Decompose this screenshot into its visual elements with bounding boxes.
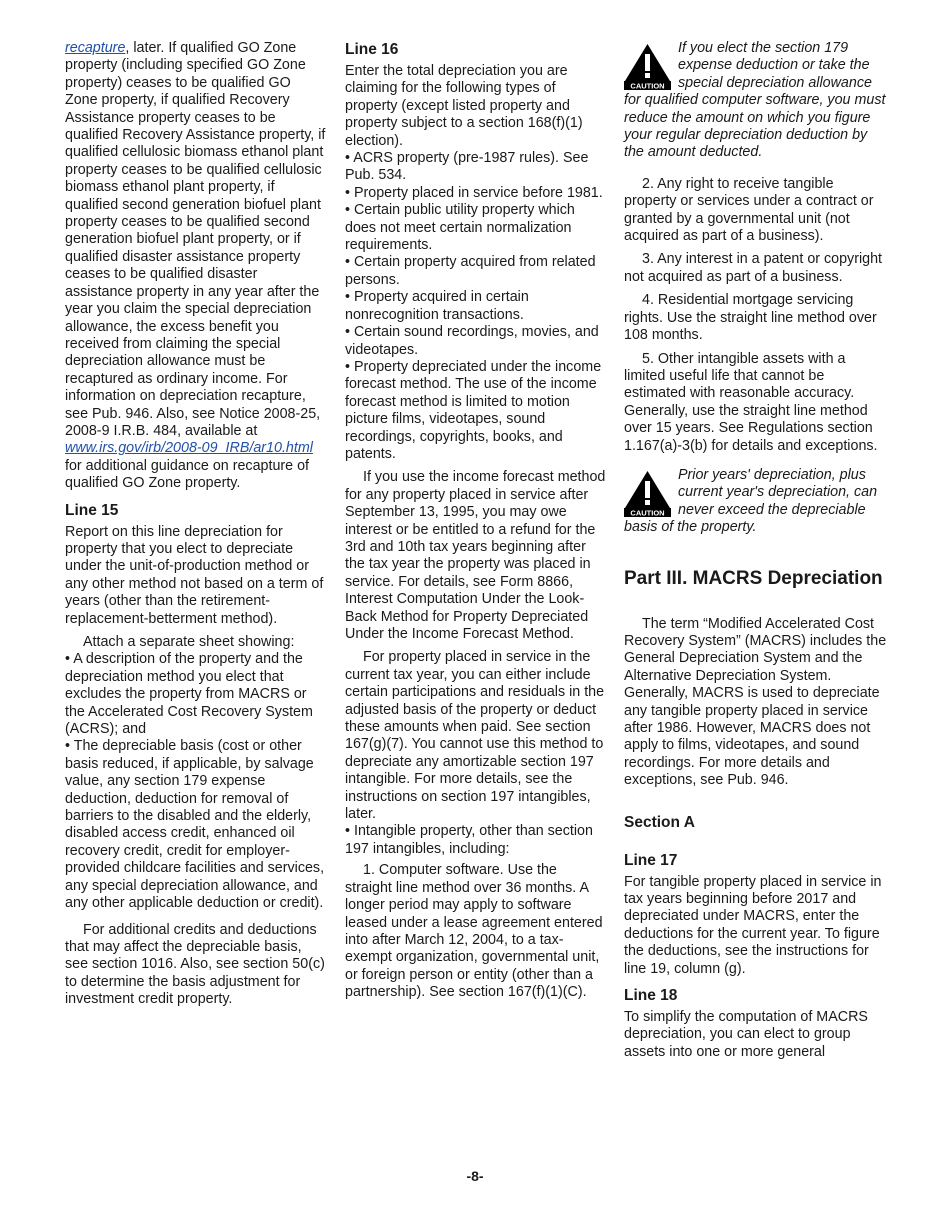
line-18-text: To simplify the computation of MACRS depreciation, you can elect to group assets into one or more general	[624, 1009, 868, 1060]
list-item: • Property depreciated under the income forecast method. The use of the income forecast method is limited to motion picture films, videotapes, sound recordings, copyrights, books, and patents.	[345, 358, 602, 462]
attach-intro: Attach a separate sheet showing:	[83, 634, 295, 650]
current-year-paragraph: For property placed in service in the current tax year, you can either include certain participations and residuals in the adjusted basis of the property or deduct these amounts when paid. See section 167(g)(7). You cannot use this method to depreciate any amortizable section 197 intangible. For more details, see the instructions on section 197 intangibles, later.	[345, 649, 605, 823]
caution-label: CAUTION	[630, 81, 665, 90]
additional-credits-paragraph: For additional credits and deductions that may affect the depreciable basis, see section 1016. Also, see section 50(c) to determine the basis adjustment for investment credit property.	[65, 921, 325, 1008]
line-18-heading: Line 18	[624, 987, 678, 1005]
list-item: • Property acquired in certain nonrecognition transactions.	[345, 289, 529, 323]
caution-icon	[624, 470, 671, 517]
column-1	[65, 40, 327, 1009]
bullet-intangible: • Intangible property, other than section 197 intangibles, including:	[345, 823, 593, 857]
line-15-heading: Line 15	[65, 501, 119, 519]
line-17-text: For tangible property placed in service in tax years beginning before 2017 and depreciated under MACRS, enter the deductions for the current year. To figure the deductions, see the instructions for line 19, column (g).	[624, 873, 882, 977]
section-a-heading: Section A	[624, 813, 695, 831]
item-right-to-receive: 2. Any right to receive tangible property or services under a contract or granted by a governmental unit (not acquired as part of a business).	[624, 175, 874, 245]
column-2	[345, 40, 607, 1002]
caution-note-prior-years: CAUTION Prior years' depreciation, plus current year's depreciation, can never exceed the depreciable basis of the property.	[624, 466, 878, 536]
line-16-heading: Line 16	[345, 41, 399, 58]
item-mortgage-servicing: 4. Residential mortgage servicing rights. Use the straight line method over 108 months.	[624, 292, 877, 344]
list-item: • Certain public utility property which does not meet certain normalization requirements.	[345, 202, 575, 254]
part-3-heading: Part III. MACRS Depreciation	[624, 567, 883, 589]
recapture-link[interactable]: recapture	[65, 40, 126, 56]
list-item: • Certain sound recordings, movies, and videotapes.	[345, 324, 599, 358]
recapture-paragraph: recapture, later. If qualified GO Zone property (including specified GO Zone property) ceases to be qualified GO Zone property, if qualified Recovery Assistance property ceases to be qualified Recovery Assistance property, if qualified cellulosic biomass ethanol plant property ceases to be qualified cellulosic biomass ethanol plant property, if qualified second generation biofuel plant property ceases to be qualified second generation biofuel plant property, or if qualified disaster assistance property ceases to be qualified disaster assistance property in any year after the year you claim the special depreciation allowance, the excess benefit you received from claiming the special depreciation allowance must be recaptured as ordinary income. For information on depreciation recapture, see Pub. 946. Also, see Notice 2008-25, 2008-9 I.R.B. 484, available at www.irs.gov/irb/2008-09_IRB/ar10.html for additional guidance on recapture of qualified GO Zone property.	[65, 40, 326, 492]
column-3	[624, 40, 888, 1061]
caution-label: CAUTION	[630, 508, 665, 517]
macrs-paragraph: The term “Modified Accelerated Cost Recovery System” (MACRS) includes the General Depreciation System and the Alternative Depreciation System. Generally, MACRS is used to depreciate any tangible property placed in service after 1986. However, MACRS does not apply to films, videotapes, and sound recordings. For more details and exceptions, see Pub. 946.	[624, 615, 887, 789]
income-forecast-paragraph: If you use the income forecast method for any property placed in service after September 13, 1995, you may owe interest or be entitled to a refund for the 3rd and 10th tax years beginning after the tax year the property was placed in service. For details, see Form 8866, Interest Computation Under the Look-Back Method for Property Depreciated Under the Income Forecast Method.	[345, 469, 606, 642]
list-item: • ACRS property (pre-1987 rules). See Pub. 534.	[345, 150, 589, 184]
list-item: • Property placed in service before 1981.	[345, 184, 603, 201]
item-computer-software: 1. Computer software. Use the straight line method over 36 months. A longer period may apply to software leased under a lease agreement entered into after March 12, 2004, to a tax-exempt organization, governmental unit, or foreign person or entity (other than a partnership). See section 167(f)(1)(C).	[345, 862, 603, 1001]
bullet-depreciable-basis: • The depreciable basis (cost or other basis reduced, if applicable, by salvage value, any section 179 expense deduction, deduction for removal of barriers to the disabled and the elderly, disabled access credit, enhanced oil recovery credit, credit for employer-provided childcare facilities and services, any special depreciation allowance, and any other applicable deduction or credit).	[65, 738, 325, 912]
caution-icon	[624, 43, 671, 90]
list-item: • Certain property acquired from related persons.	[345, 254, 596, 288]
line-16-intro: Enter the total depreciation you are claiming for the following types of property (except listed property and property subject to a section 168(f)(1) election).	[345, 63, 583, 149]
item-patent: 3. Any interest in a patent or copyright not acquired as part of a business.	[624, 251, 883, 285]
line-17-heading: Line 17	[624, 851, 678, 869]
item-other-intangibles: 5. Other intangible assets with a limited useful life that cannot be estimated with reasonable accuracy. Generally, use the straight line method over 15 years. See Regulations section 1.167(a)-3(b) for details and exceptions.	[624, 350, 878, 454]
page-number: -8-	[466, 1168, 484, 1184]
caution-note-179: CAUTION If you elect the section 179 expense deduction or take the special depreciation allowance for qualified computer software, you must reduce the amount on which you figure your regular depreciation deduction by the amount deducted.	[624, 40, 886, 161]
line-15-text: Report on this line depreciation for property that you elect to depreciate under the unit-of-production method or any other method not based on a term of years (other than the retirement-replacement-betterment method).	[65, 523, 324, 627]
irs-url-link[interactable]: www.irs.gov/irb/2008-09_IRB/ar10.html	[65, 440, 313, 457]
bullet-description: • A description of the property and the depreciation method you elect that excludes the property from MACRS or the Accelerated Cost Recovery System (ACRS); and	[65, 651, 313, 738]
